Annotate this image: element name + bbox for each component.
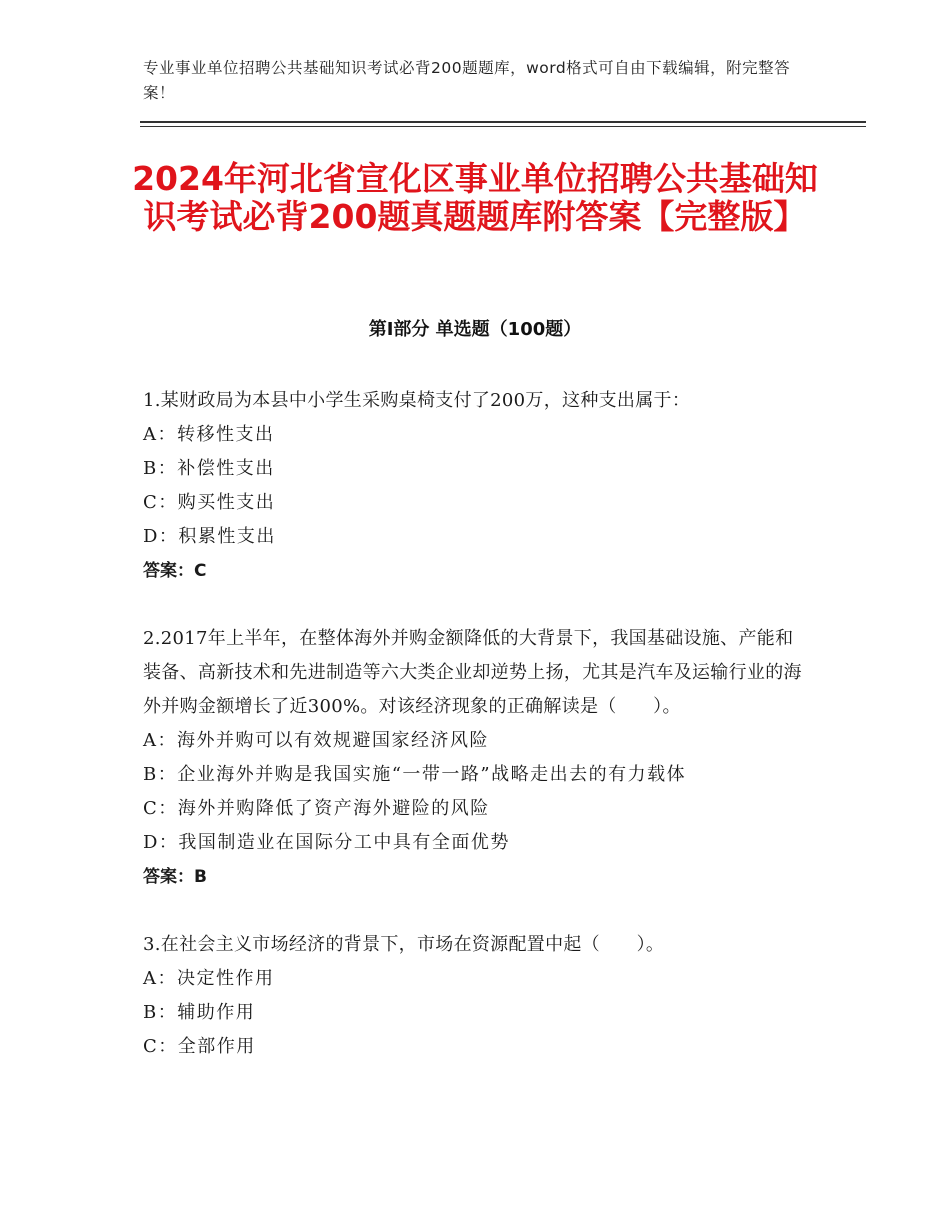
option-c: C：购买性支出 (143, 492, 276, 513)
answer: 答案：C (143, 561, 207, 581)
option-d: D：我国制造业在国际分工中具有全面优势 (143, 832, 510, 853)
question-3 (143, 928, 803, 1064)
question-stem: 1.某财政局为本县中小学生采购桌椅支付了200万，这种支出属于： (143, 390, 691, 411)
question-stem: 3.在社会主义市场经济的背景下，市场在资源配置中起（ ）。 (143, 934, 665, 955)
header-note: 专业事业单位招聘公共基础知识考试必背200题题库，word格式可自由下载编辑，附完整答案！ (143, 59, 791, 102)
section-heading: 第Ⅰ部分 单选题（100题） (368, 319, 582, 340)
question-2 (143, 622, 803, 894)
option-b: B：辅助作用 (143, 1002, 256, 1023)
answer: 答案：B (143, 867, 207, 887)
question-1 (143, 384, 803, 588)
header-divider-thick (140, 121, 866, 123)
option-b: B：补偿性支出 (143, 458, 275, 479)
option-a: A：转移性支出 (143, 424, 275, 445)
document-title: 2024年河北省宣化区事业单位招聘公共基础知识考试必背200题真题题库附答案【完整版】 (132, 159, 818, 236)
option-a: A：海外并购可以有效规避国家经济风险 (143, 730, 489, 751)
option-c: C：海外并购降低了资产海外避险的风险 (143, 798, 490, 819)
option-b: B：企业海外并购是我国实施“一带一路”战略走出去的有力载体 (143, 764, 687, 785)
question-stem: 2.2017年上半年，在整体海外并购金额降低的大背景下，我国基础设施、产能和装备、高新技术和先进制造等六大类企业却逆势上扬，尤其是汽车及运输行业的海外并购金额增长了近300%。对该经济现象的正确解读是（ ）。 (143, 628, 802, 717)
question-list (143, 384, 803, 1098)
option-d: D：积累性支出 (143, 526, 276, 547)
option-a: A：决定性作用 (143, 968, 275, 989)
option-c: C：全部作用 (143, 1036, 256, 1057)
header-divider-thin (140, 126, 866, 127)
